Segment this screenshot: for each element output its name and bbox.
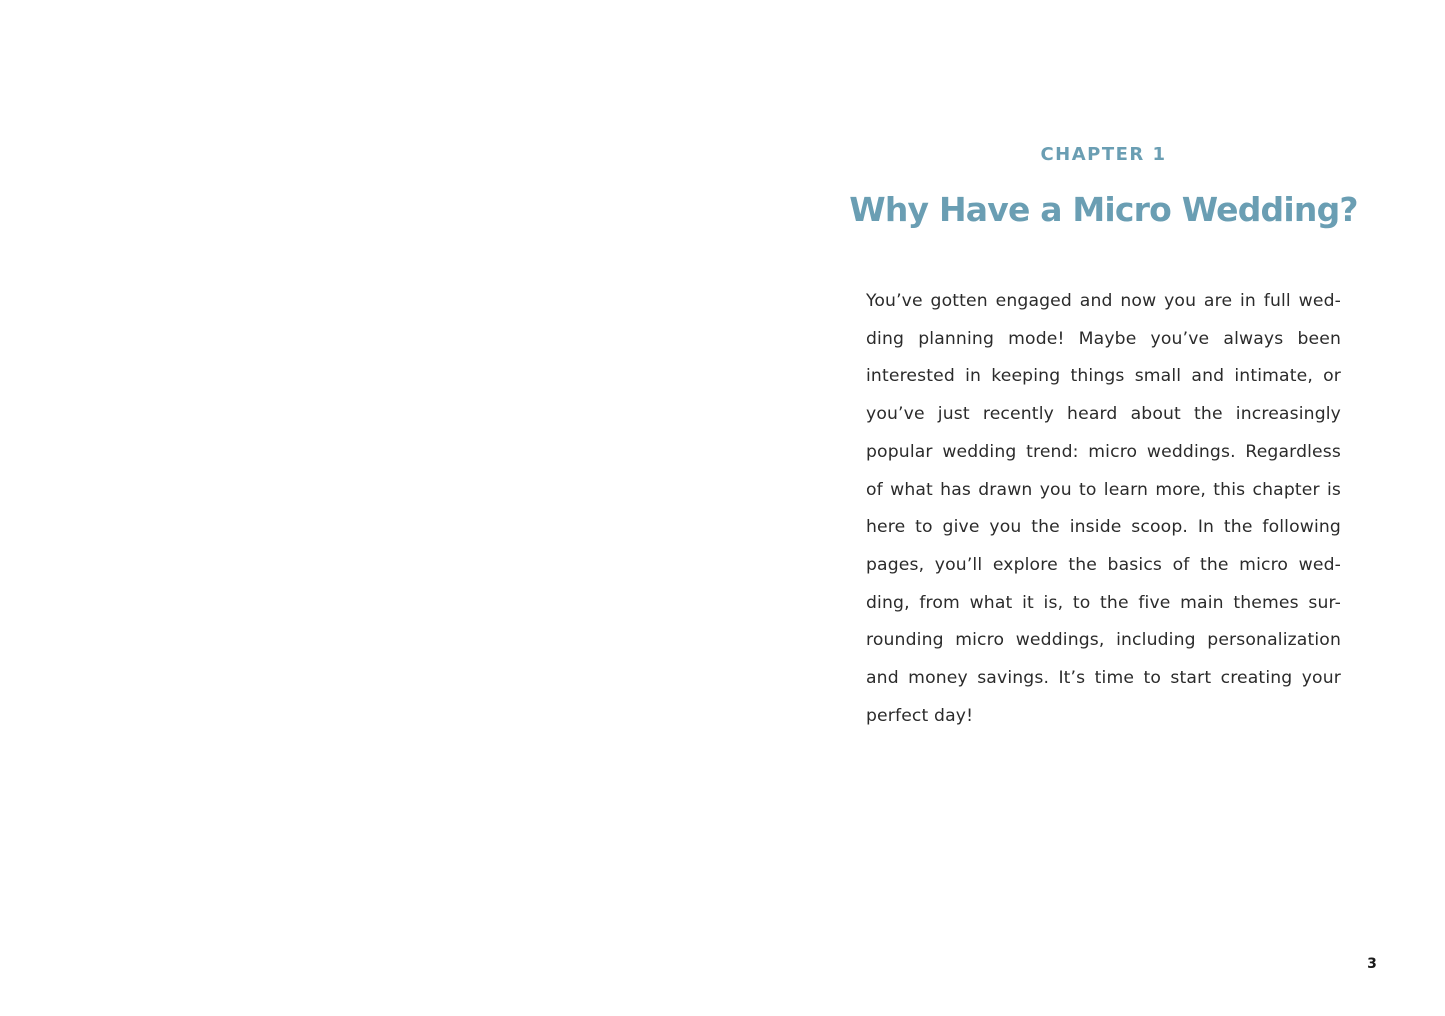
left-page-blank (0, 0, 722, 1016)
page-number: 3 (1367, 956, 1377, 972)
paragraph-line: popular wedding trend: micro weddings. Regardless (866, 441, 1341, 462)
chapter-intro-paragraph (866, 283, 1341, 735)
chapter-title: Why Have a Micro Wedding? (849, 190, 1358, 229)
paragraph-line: pages, you’ll explore the basics of the micro wed- (866, 554, 1341, 575)
paragraph-line: here to give you the inside scoop. In the following (866, 517, 1341, 538)
paragraph-line: rounding micro weddings, including personalization (866, 630, 1341, 651)
paragraph-line: of what has drawn you to learn more, this chapter is (866, 479, 1341, 500)
chapter-label: CHAPTER 1 (1040, 144, 1167, 165)
paragraph-line: and money savings. It’s time to start creating your (866, 668, 1341, 689)
paragraph-line: ding, from what it is, to the five main themes sur- (866, 592, 1341, 613)
paragraph-line: ding planning mode! Maybe you’ve always been (866, 328, 1341, 349)
paragraph-line: you’ve just recently heard about the increasingly (866, 404, 1341, 425)
right-page (722, 0, 1445, 1016)
paragraph-line: interested in keeping things small and intimate, or (866, 366, 1341, 387)
paragraph-line: perfect day! (866, 705, 974, 726)
paragraph-line: You’ve gotten engaged and now you are in full wed- (866, 291, 1341, 311)
